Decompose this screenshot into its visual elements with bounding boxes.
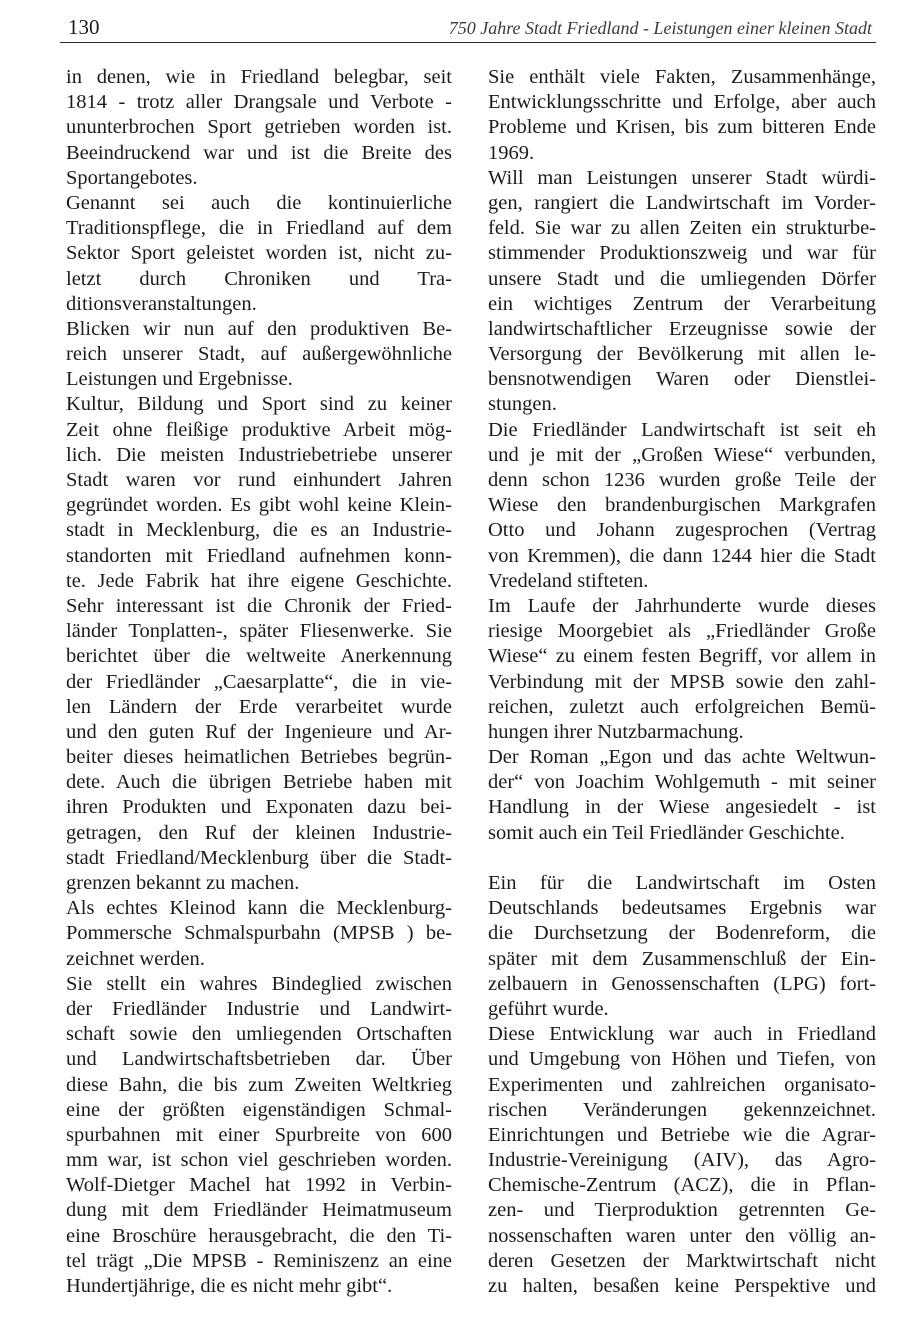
text-line: reich unserer Stadt, auf außergewöhnliche <box>66 343 452 366</box>
text-line: Sportangebotes. <box>66 166 198 189</box>
text-line: zen- und Tierproduktion getrennten Ge- <box>488 1199 876 1222</box>
text-line: Verbindung mit der MPSB sowie den zahl- <box>488 670 876 693</box>
text-line: eine Broschüre herausgebracht, die den Ti- <box>66 1224 452 1247</box>
text-line: stadt in Mecklenburg, die es an Industrie- <box>66 519 452 542</box>
text-line: Probleme und Krisen, bis zum bitteren Ende <box>488 116 876 139</box>
text-line: Genannt sei auch die kontinuierliche <box>66 191 452 214</box>
text-line: Als echtes Kleinod kann die Mecklenburg- <box>66 897 452 920</box>
text-line: spurbahnen mit einer Spurbreite von 600 <box>66 1123 452 1146</box>
text-line: tel trägt „Die MPSB - Reminiszenz an eine <box>66 1249 452 1272</box>
text-line: Beeindruckend war und ist die Breite des <box>66 141 452 164</box>
text-line: 1969. <box>488 141 535 164</box>
text-line: Stadt waren vor rund einhundert Jahren <box>66 469 452 491</box>
text-line: bensnotwendigen Waren oder Dienstlei- <box>488 368 876 391</box>
text-line: zelbauern in Genossenschaften (LPG) fort- <box>488 972 876 995</box>
text-line: denn schon 1236 wurden große Teile der <box>488 469 876 491</box>
text-line: Wiese“ zu einem festen Begriff, vor allem in <box>488 645 876 668</box>
text-line: somit auch ein Teil Friedländer Geschichte. <box>488 821 845 844</box>
text-line: nossenschaften waren unter den völlig an- <box>488 1224 876 1247</box>
left-text-column <box>66 65 452 1299</box>
text-line: eine der größten eigenständigen Schmal- <box>66 1098 452 1121</box>
text-line: standorten mit Friedland aufnehmen konn- <box>66 544 452 567</box>
text-line: Leistungen und Ergebnisse. <box>66 368 293 391</box>
text-line: Entwicklungsschritte und Erfolge, aber auch <box>488 91 876 114</box>
text-line: Sektor Sport geleistet worden ist, nicht zu- <box>66 242 452 265</box>
text-line: diese Bahn, die bis zum Zweiten Weltkrieg <box>66 1073 452 1096</box>
text-line: Sehr interessant ist die Chronik der Fried- <box>66 594 452 617</box>
text-line: Traditionspflege, die in Friedland auf dem <box>66 217 452 240</box>
text-line: Sie enthält viele Fakten, Zusammenhänge, <box>488 66 876 88</box>
text-line: Will man Leistungen unserer Stadt würdi- <box>488 166 876 189</box>
text-line: len Ländern der Erde verarbeitet wurde <box>66 695 452 718</box>
text-line: berichtet über die weltweite Anerkennung <box>66 645 452 668</box>
text-line: Die Friedländer Landwirtschaft ist seit eh <box>488 418 876 441</box>
text-line: schaft sowie den umliegenden Ortschaften <box>66 1023 452 1046</box>
text-line: der Friedländer „Caesarplatte“, die in vie- <box>66 670 452 693</box>
text-line: 1814 - trotz aller Drangsale und Verbote - <box>66 91 452 114</box>
header-rule <box>60 42 876 43</box>
text-line: Der Roman „Egon und das achte Weltwun- <box>488 746 876 769</box>
text-line: ditionsveranstaltungen. <box>66 292 257 315</box>
right-text-column <box>488 65 876 1299</box>
text-line: zeichnet werden. <box>66 947 205 970</box>
text-line: deren Gesetzen der Marktwirtschaft nicht <box>488 1249 876 1272</box>
page-number: 130 <box>68 15 100 39</box>
text-line: mm war, ist schon viel geschrieben worden. <box>66 1149 452 1172</box>
text-line: dung mit dem Friedländer Heimatmuseum <box>66 1199 452 1222</box>
text-line: hungen ihrer Nutzbarmachung. <box>488 720 744 743</box>
text-line: stungen. <box>488 393 557 416</box>
paragraph-gap <box>488 846 876 871</box>
text-line: der“ von Joachim Wohlgemuth - mit seiner <box>488 771 876 794</box>
text-line: Kultur, Bildung und Sport sind zu keiner <box>66 393 452 416</box>
text-line: unsere Stadt und die umliegenden Dörfer <box>488 267 876 290</box>
text-line: lich. Die meisten Industriebetriebe unserer <box>66 443 452 466</box>
text-line: Im Laufe der Jahrhunderte wurde dieses <box>488 594 876 617</box>
text-line: der Friedländer Industrie und Landwirt- <box>66 997 452 1020</box>
text-line: Blicken wir nun auf den produktiven Be- <box>66 317 452 340</box>
text-line: Industrie-Vereinigung (AIV), das Agro- <box>488 1149 876 1172</box>
text-line: und je mit der „Großen Wiese“ verbunden, <box>488 443 876 466</box>
text-line: Einrichtungen und Betriebe wie die Agrar- <box>488 1123 876 1146</box>
text-line: von Kremmen), die dann 1244 hier die Stadt <box>488 544 876 567</box>
text-line: gegründet worden. Es gibt wohl keine Klein- <box>66 494 452 517</box>
text-line: und Umgebung von Höhen und Tiefen, von <box>488 1048 876 1071</box>
text-line: Otto und Johann zugesprochen (Vertrag <box>488 519 876 542</box>
text-line: grenzen bekannt zu machen. <box>66 872 300 894</box>
text-line: Wiese den brandenburgischen Markgrafen <box>488 494 876 517</box>
text-line: Vredeland stifteten. <box>488 569 649 592</box>
text-line: und den guten Ruf der Ingenieure und Ar- <box>66 720 452 743</box>
text-line: länder Tonplatten-, später Fliesenwerke. Sie <box>66 620 452 643</box>
text-line: später mit dem Zusammenschluß der Ein- <box>488 947 876 970</box>
text-line: Handlung in der Wiese angesiedelt - ist <box>488 796 876 819</box>
text-line: letzt durch Chroniken und Tra- <box>66 267 452 290</box>
text-line: feld. Sie war zu allen Zeiten ein strukturbe- <box>488 217 876 240</box>
text-line: Hundertjährige, die es nicht mehr gibt“. <box>66 1275 393 1297</box>
text-line: te. Jede Fabrik hat ihre eigene Geschichte. <box>66 569 452 592</box>
running-title: 750 Jahre Stadt Friedland - Leistungen einer kleinen Stadt <box>448 18 872 38</box>
text-line: landwirtschaftlicher Erzeugnisse sowie der <box>488 317 876 340</box>
text-line: Versorgung der Bevölkerung mit allen le- <box>488 343 876 366</box>
text-line: gen, rangiert die Landwirtschaft im Vorder- <box>488 191 876 214</box>
text-line: getragen, den Ruf der kleinen Industrie- <box>66 821 452 844</box>
text-line: Diese Entwicklung war auch in Friedland <box>488 1023 876 1046</box>
text-line: riesige Moorgebiet als „Friedländer Große <box>488 620 876 643</box>
text-line: stadt Friedland/Mecklenburg über die Stadt- <box>66 846 452 869</box>
text-line: Deutschlands bedeutsames Ergebnis war <box>488 897 876 920</box>
text-line: Experimenten und zahlreichen organisato- <box>488 1073 876 1096</box>
text-line: stimmender Produktionszweig und war für <box>488 242 876 265</box>
text-line: Sie stellt ein wahres Bindeglied zwischen <box>66 972 452 995</box>
text-line: zu halten, besaßen keine Perspektive und <box>488 1275 876 1297</box>
text-line: reichen, zuletzt auch erfolgreichen Bemü- <box>488 695 876 718</box>
text-line: und Landwirtschaftsbetrieben dar. Über <box>66 1048 452 1071</box>
text-line: Zeit ohne fleißige produktive Arbeit mög- <box>66 418 452 441</box>
text-line: dete. Auch die übrigen Betriebe haben mit <box>66 771 452 794</box>
text-line: Pommersche Schmalspurbahn (MPSB ) be- <box>66 922 452 945</box>
text-line: ein wichtiges Zentrum der Verarbeitung <box>488 292 876 315</box>
text-line: ihren Produkten und Exponaten dazu bei- <box>66 796 452 819</box>
text-line: rischen Veränderungen gekennzeichnet. <box>488 1098 876 1121</box>
text-line: geführt wurde. <box>488 997 609 1020</box>
text-line: die Durchsetzung der Bodenreform, die <box>488 922 876 945</box>
text-line: beiter dieses heimatlichen Betriebes begrün- <box>66 746 452 769</box>
text-line: Ein für die Landwirtschaft im Osten <box>488 872 876 894</box>
text-line: Wolf-Dietger Machel hat 1992 in Verbin- <box>66 1174 452 1197</box>
text-line: Chemische-Zentrum (ACZ), die in Pflan- <box>488 1174 876 1197</box>
text-line: in denen, wie in Friedland belegbar, seit <box>66 66 452 88</box>
text-line: ununterbrochen Sport getrieben worden ist. <box>66 116 452 139</box>
